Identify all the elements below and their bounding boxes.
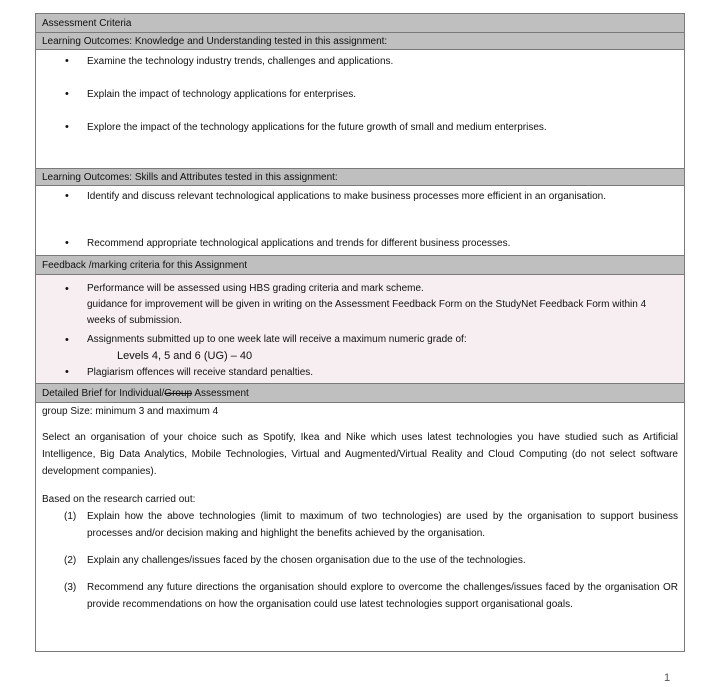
list-item: • Performance will be assessed using HBS grading criteria and mark scheme. guidance for improvement will be given in writing on the Assessment Feedback Form on the StudyNet Feedback Form within 4 weeks of submission. [65, 283, 647, 326]
list-item: • Identify and discuss relevant technological applications to make business processes more efficient in an organisation. [65, 190, 606, 202]
knowledge-section [35, 49, 685, 168]
list-item: • Explain the impact of technology applications for enterprises. [65, 88, 357, 100]
brief-heading: Detailed Brief for Individual/Group Assessment [35, 383, 685, 402]
list-item: • Explore the impact of the technology applications for the future growth of small and medium enterprises. [65, 121, 547, 133]
skills-heading: Learning Outcomes: Skills and Attributes tested in this assignment: [35, 168, 685, 185]
feedback-section [35, 274, 685, 383]
levels-grade: Levels 4, 5 and 6 (UG) – 40 [117, 350, 253, 362]
skills-section [35, 185, 685, 255]
list-item: (1) Explain how the above technologies (limit to maximum of two technologies) are used by the organisation to support business processes and/or decision making and highlight the benefits achieved by the organisation. [64, 511, 678, 539]
group-size: group Size: minimum 3 and maximum 4 [42, 406, 219, 417]
assessment-criteria-title: Assessment Criteria [35, 13, 685, 32]
brief-intro: Select an organisation of your choice such as Spotify, Ikea and Nike which uses latest technologies you have studied such as Artificial Intelligence, Big Data Analytics, Mobile Technologies, Virtual and Augmented/Virtual Reality and Cloud Computing (do not select software development companies). [42, 432, 678, 477]
list-item: (3) Recommend any future directions the organisation should explore to overcome the challenges/issues faced by the organisation OR provide recommendations on how the organisation could use latest technologies support organisational goals. [64, 582, 678, 610]
list-item: • Plagiarism offences will receive standard penalties. [65, 366, 314, 378]
brief-section [35, 402, 685, 652]
list-item: • Recommend appropriate technological applications and trends for different business processes. [65, 237, 511, 249]
page-number: 1 [664, 672, 671, 684]
assessment-document [35, 13, 685, 652]
feedback-heading: Feedback /marking criteria for this Assignment [35, 255, 685, 274]
list-item: • Examine the technology industry trends, challenges and applications. [65, 55, 394, 67]
task-list [36, 508, 684, 613]
list-item: (2) Explain any challenges/issues faced by the chosen organisation due to the use of the technologies. [64, 555, 526, 566]
knowledge-heading: Learning Outcomes: Knowledge and Understanding tested in this assignment: [35, 32, 685, 49]
research-lead: Based on the research carried out: [42, 494, 196, 505]
list-item: • Assignments submitted up to one week late will receive a maximum numeric grade of: Levels 4, 5 and 6 (UG) – 40 [36, 332, 684, 364]
